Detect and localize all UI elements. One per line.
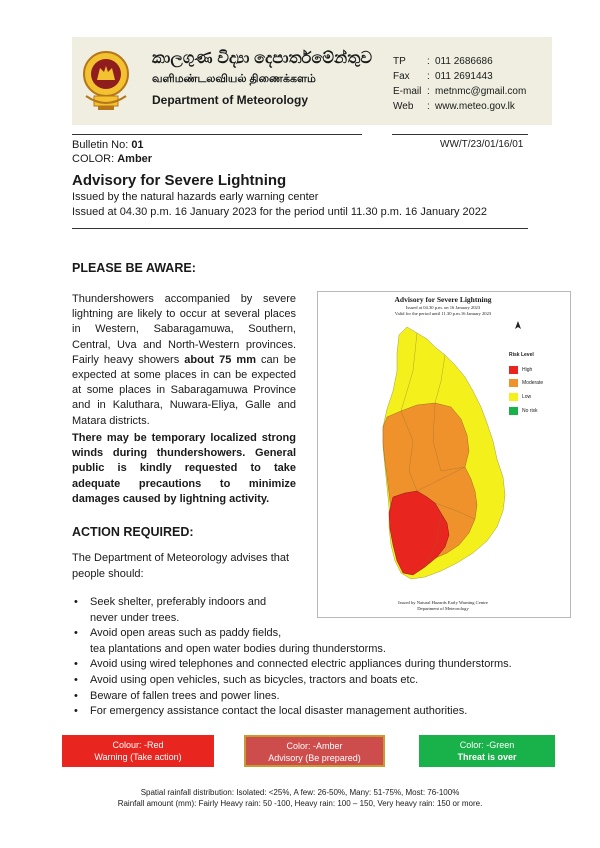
legend-moderate: Moderate [509, 379, 543, 387]
footnote-spatial: Spatial rainfall distribution: Isolated: <25%, A few: 26-50%, Many: 51-75%, Most: 76-100% [140, 788, 460, 797]
action-intro: The Department of Meteorology advises that people should: [72, 552, 290, 580]
aware-heading: PLEASE BE AWARE: [72, 261, 196, 275]
national-emblem-icon [80, 44, 132, 116]
legend-low: Low [509, 393, 531, 401]
bulletin-number: Bulletin No: 01 [72, 139, 144, 151]
map-footer-dept: Department of Meteorology [417, 606, 469, 611]
legend-swatch-moderate [509, 379, 518, 387]
colour-key-red: Colour: -Red Warning (Take action) [62, 735, 214, 767]
org-name-sinhala: කාලගුණ විද්‍යා දෙපාර්තමේන්තුව [152, 50, 373, 67]
list-item: • Avoid using open vehicles, such as bicycles, tractors and boats etc. [74, 673, 419, 686]
colour-key-amber: Color: -Amber Advisory (Be prepared) [244, 735, 385, 767]
page-title: Advisory for Severe Lightning [72, 172, 287, 189]
legend-swatch-no-risk [509, 407, 518, 415]
org-name-tamil: வளிமண்டலவியல் திணைக்களம் [152, 73, 316, 85]
list-item: • Seek shelter, preferably indoors and never under trees. [74, 596, 267, 624]
legend-title: Risk Level [509, 352, 534, 358]
list-item: • Beware of fallen trees and power lines. [74, 689, 280, 702]
contact-fax: Fax : 011 2691443 [393, 71, 493, 82]
action-heading: ACTION REQUIRED: [72, 525, 194, 539]
legend-no-risk: No risk [509, 407, 538, 415]
bulletin-color: COLOR: Amber [72, 153, 153, 165]
legend-swatch-high [509, 366, 518, 374]
contact-email[interactable]: E-mail : metnmc@gmail.com [393, 86, 527, 97]
org-name-english: Department of Meteorology [152, 93, 309, 107]
map-valid: Valid for the period until 11.30 p.m.16 January 2023 [394, 311, 492, 316]
north-arrow-icon [515, 321, 521, 329]
contact-web[interactable]: Web : www.meteo.gov.lk [393, 101, 515, 112]
legend-swatch-low [509, 393, 518, 401]
list-item: • Avoid using wired telephones and connected electric appliances during thunderstorms. [74, 658, 512, 671]
list-item: • For emergency assistance contact the local disaster management authorities. [74, 705, 468, 718]
map-issued: Issued at 04.30 p.m. on 16 January 2023 [405, 305, 481, 310]
precaution-paragraph: There may be temporary localized strong winds during thundershowers. General public is kindly requested to take adequate precautions to minimize damages caused by lightning activity. [72, 432, 296, 505]
contact-tp: TP : 011 2686686 [393, 56, 493, 67]
footnote-amount: Rainfall amount (mm): Fairly Heavy rain: 50 -100, Heavy rain: 100 – 150, Very heavy rain: 150 or more. [117, 799, 483, 808]
sri-lanka-risk-map [317, 291, 569, 616]
legend-high: High [509, 366, 532, 374]
contact-block [393, 54, 526, 114]
aware-paragraph: Thundershowers accompanied by severe lightning are likely to occur at several places in Western, Sabaragamuwa, Southern, Central, Uva and North-Western provinces. Fairly heavy showers about 75 mm can be expected at some places in can be expected at some places in Sabaragamuwa Province and in Kaluthara, Nuwara-Eliya, Galle and Matara districts. [72, 293, 296, 427]
top-divider-right [392, 134, 528, 135]
issued-at: Issued at 04.30 p.m. 16 January 2023 for the period until 11.30 p.m. 16 January 2022 [72, 206, 488, 218]
bulletin-reference: WW/T/23/01/16/01 [440, 139, 524, 150]
map-footer-issuer: Issued by Natural Hazards Early Warning Centre [398, 600, 488, 605]
list-item: • Avoid open areas such as paddy fields, tea plantations and open water bodies during thunderstorms. [74, 627, 386, 655]
top-divider [72, 134, 362, 135]
colour-key-green: Color: -Green Threat is over [419, 735, 555, 767]
issued-by: Issued by the natural hazards early warning center [72, 191, 319, 203]
title-divider [72, 228, 528, 229]
map-title: Advisory for Severe Lightning [394, 295, 492, 304]
